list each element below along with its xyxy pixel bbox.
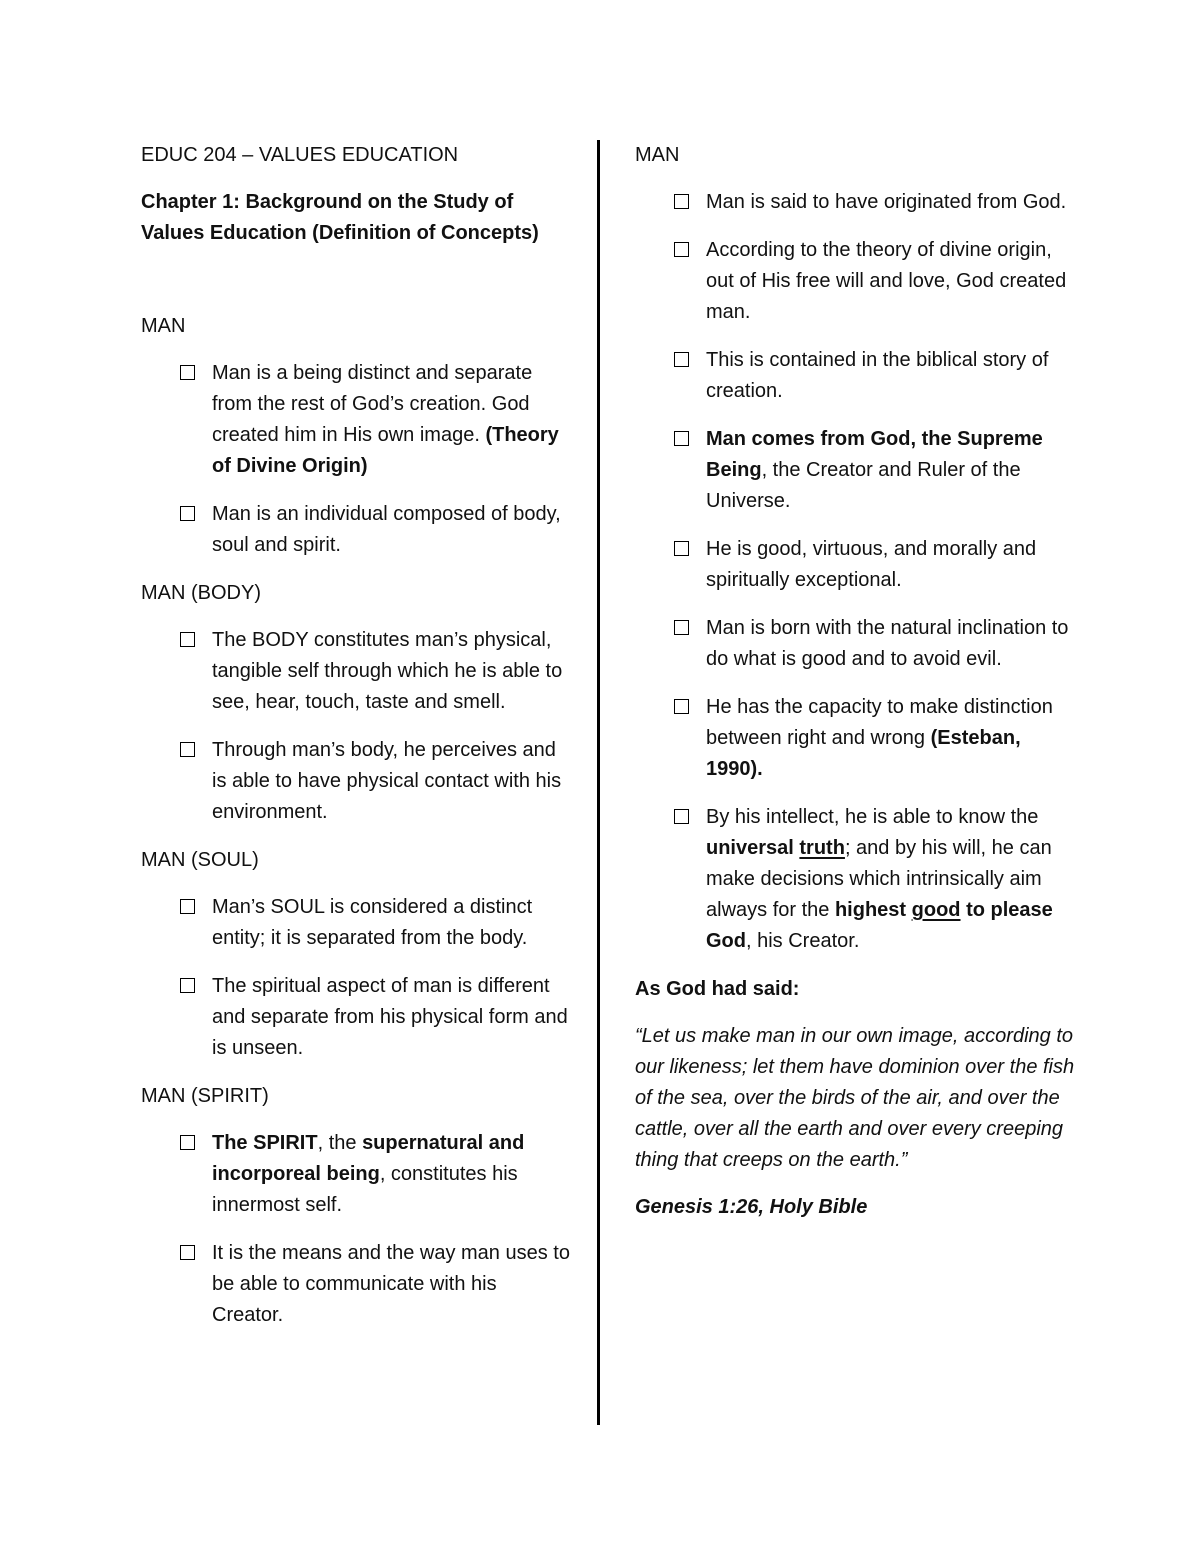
- item-bold-text: to please God: [706, 899, 1053, 952]
- item-text: , the Creator and Ruler of the Universe.: [706, 459, 1021, 512]
- section-heading-spirit: MAN (SPIRIT): [141, 1085, 269, 1107]
- item-text: This is contained in the biblical story of creation.: [706, 349, 1049, 402]
- checkbox-icon: [180, 506, 195, 521]
- section-body-list: [141, 625, 571, 828]
- section-heading-body: MAN (BODY): [141, 582, 261, 604]
- bible-quote: “Let us make man in our own image, according to our likeness; let them have dominion over the fish of the sea, over the birds of the air, and over the cattle, over all the earth and over every creeping thing that creeps on the earth.”: [635, 1025, 1075, 1171]
- item-text: Man is a being distinct and separate from the rest of God’s creation. God created him in His own image.: [212, 362, 533, 446]
- citation: (Esteban, 1990).: [706, 727, 1021, 780]
- item-text: Man is an individual composed of body, soul and spirit.: [212, 503, 561, 556]
- checkbox-icon: [180, 899, 195, 914]
- origin-list: [635, 187, 1075, 957]
- item-text: Man is said to have originated from God.: [706, 191, 1067, 213]
- list-item: [141, 1238, 571, 1331]
- list-item: [141, 892, 571, 954]
- checkbox-icon: [180, 1135, 195, 1150]
- chapter-title: Chapter 1: Background on the Study of Values Education (Definition of Concepts): [141, 191, 539, 244]
- item-text: , the: [317, 1132, 357, 1154]
- section-man-list: [141, 358, 571, 561]
- item-underlined-text: truth: [799, 837, 845, 859]
- item-bold-text: supernatural and incorporeal being: [212, 1132, 525, 1185]
- section-heading-soul: MAN (SOUL): [141, 849, 259, 871]
- item-text: He is good, virtuous, and morally and spiritually exceptional.: [706, 538, 1037, 591]
- checkbox-icon: [674, 699, 689, 714]
- list-item: [141, 971, 571, 1064]
- list-item: [141, 358, 571, 482]
- list-item: [635, 613, 1075, 675]
- list-item: [635, 534, 1075, 596]
- list-item: [635, 187, 1075, 218]
- list-item: [635, 692, 1075, 785]
- item-text: , constitutes his innermost self.: [212, 1163, 518, 1216]
- item-bold-text: highest: [834, 899, 907, 921]
- checkbox-icon: [674, 352, 689, 367]
- item-bold-text: (Theory of Divine Origin): [212, 424, 559, 477]
- list-item: [141, 1128, 571, 1221]
- item-text: ; and by his will, he can make decisions which intrinsically aim always for the: [706, 837, 1052, 921]
- item-text: He has the capacity to make distinction between right and wrong: [706, 696, 1053, 749]
- list-item: [635, 345, 1075, 407]
- item-text: It is the means and the way man uses to be able to communicate with his Creator.: [212, 1242, 570, 1326]
- checkbox-icon: [674, 809, 689, 824]
- checkbox-icon: [180, 1245, 195, 1260]
- item-underlined-text: good: [911, 899, 961, 921]
- item-bold-text: universal: [706, 837, 794, 859]
- checkbox-icon: [674, 194, 689, 209]
- quote-intro: As God had said:: [635, 978, 800, 1000]
- checkbox-icon: [674, 541, 689, 556]
- section-spirit-list: [141, 1128, 571, 1331]
- list-item: [141, 625, 571, 718]
- item-text: By his intellect, he is able to know the: [706, 806, 1039, 828]
- item-text: The spiritual aspect of man is different and separate from his physical form and is unseen.: [212, 975, 568, 1059]
- item-text: Man is born with the natural inclination to do what is good and to avoid evil.: [706, 617, 1069, 670]
- right-column: [635, 140, 1075, 1223]
- checkbox-icon: [180, 742, 195, 757]
- checkbox-icon: [674, 242, 689, 257]
- section-heading-man-right: MAN: [635, 144, 680, 166]
- list-item: [141, 735, 571, 828]
- item-text: Man’s SOUL is considered a distinct entity; it is separated from the body.: [212, 896, 533, 949]
- item-text: The BODY constitutes man’s physical, tangible self through which he is able to see, hear, touch, taste and smell.: [212, 629, 563, 713]
- item-text: , his Creator.: [746, 930, 860, 952]
- checkbox-icon: [674, 620, 689, 635]
- checkbox-icon: [180, 632, 195, 647]
- left-column: [141, 140, 571, 1348]
- item-text: According to the theory of divine origin, out of His free will and love, God created man.: [706, 239, 1067, 323]
- list-item: [635, 235, 1075, 328]
- quote-source: Genesis 1:26, Holy Bible: [635, 1196, 868, 1218]
- checkbox-icon: [674, 431, 689, 446]
- item-bold-text: The SPIRIT: [212, 1132, 318, 1154]
- section-heading-man: MAN: [141, 315, 186, 337]
- item-text: Through man’s body, he perceives and is able to have physical contact with his environment.: [212, 739, 562, 823]
- checkbox-icon: [180, 365, 195, 380]
- section-soul-list: [141, 892, 571, 1064]
- list-item: [635, 424, 1075, 517]
- column-divider: [597, 140, 600, 1425]
- list-item: [141, 499, 571, 561]
- document-title: EDUC 204 – VALUES EDUCATION: [141, 144, 459, 166]
- item-bold-text: Man comes from God, the Supreme Being: [706, 428, 1043, 481]
- list-item: [635, 802, 1075, 957]
- checkbox-icon: [180, 978, 195, 993]
